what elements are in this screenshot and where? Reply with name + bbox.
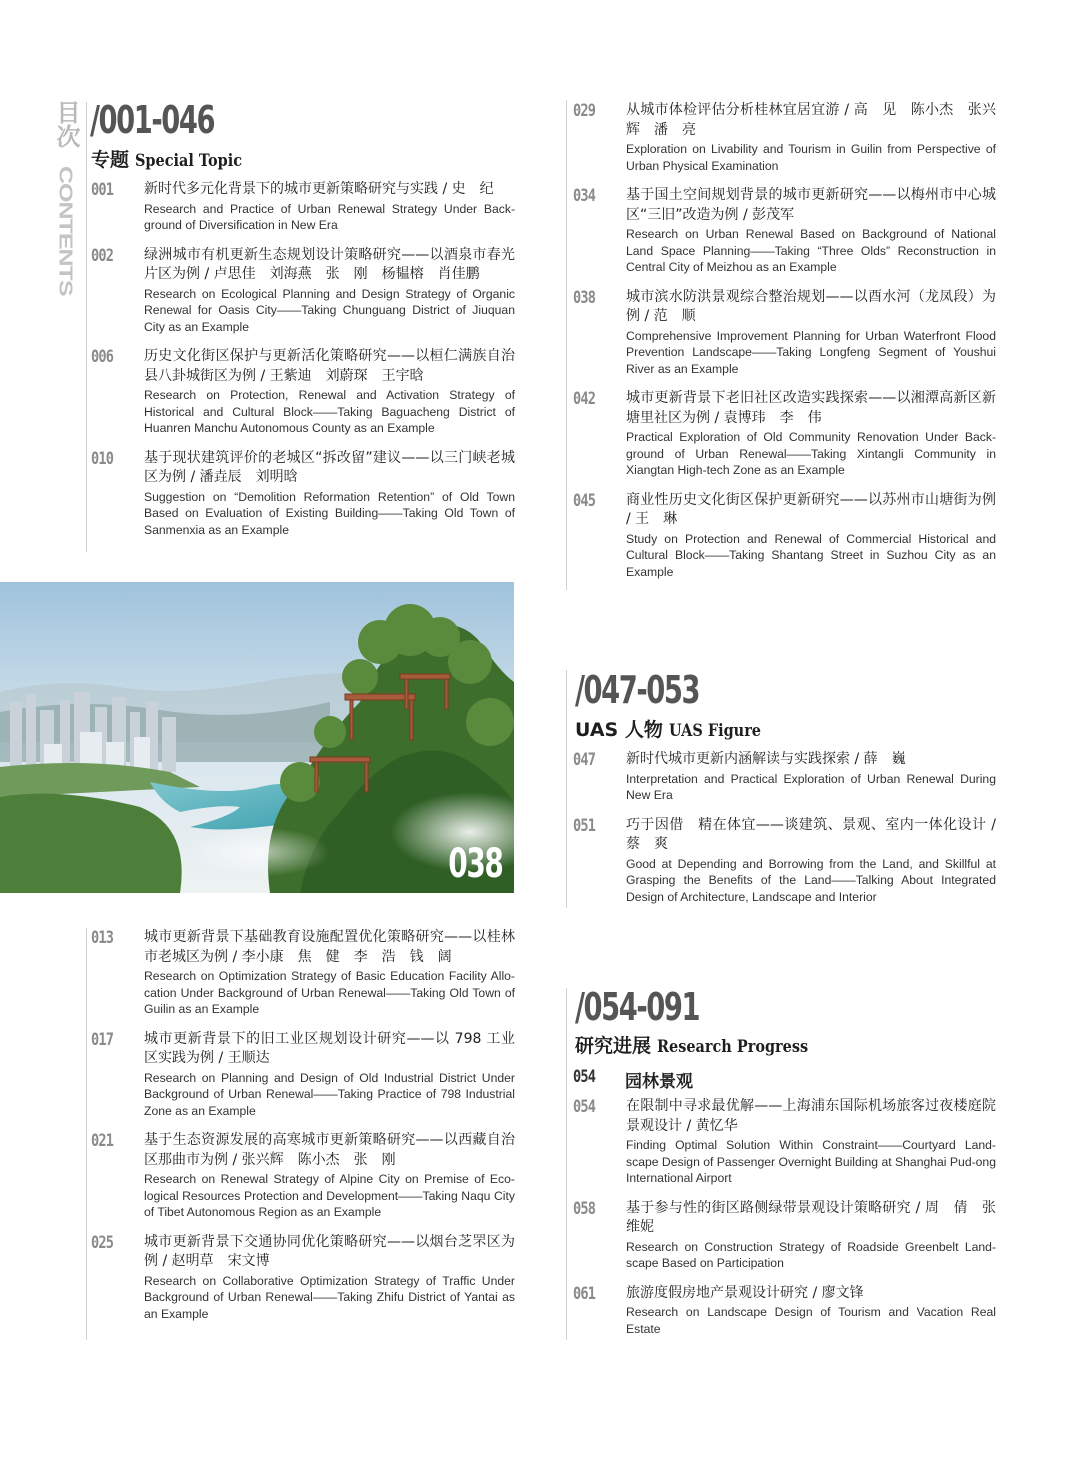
toc-entry-title-cn: 商业性历史文化街区保护更新研究——以苏州市山塘街为例 / 王 琳	[626, 491, 996, 527]
toc-entry-page-number: 025	[91, 1232, 114, 1253]
toc-entry-title-en: Comprehensive Improvement Planning for Urban Waterfront Flood Prevention Landscape——Taking Longfeng Segment of Youshui River as an Example	[626, 328, 996, 376]
left-column-rule-lower	[86, 928, 87, 1340]
toc-entry-page-number: 002	[91, 245, 114, 266]
research-progress-range: /054-091	[575, 985, 700, 1029]
right-column-rule-mid	[566, 670, 567, 908]
landscape-illustration	[0, 582, 514, 893]
toc-entry-title-en: Research on Planning and Design of Old Industrial District Under Background of Urban Renewal——Taking Practice of 798 Industrial Zone as an Example	[144, 1070, 515, 1118]
toc-entry-title-en: Practical Exploration of Old Community Renovation Under Back-ground of Urban Renewal——Taking Xintangli Community in Xiangtan High-tech Zone as an Example	[626, 430, 996, 477]
right-column-rule-bottom	[566, 988, 567, 1340]
toc-entry[interactable]	[91, 347, 515, 437]
toc-entry-page-number: 010	[91, 448, 114, 469]
toc-entry-title-en: Research on Urban Renewal Based on Background of National Land Space Planning——Taking “Three Olds” Reconstruction in Central City of Meizhou as an Example	[626, 227, 996, 274]
toc-entry-title-cn: 巧于因借 精在体宜——谈建筑、景观、室内一体化设计 / 蔡 爽	[626, 816, 996, 852]
research-progress-list	[573, 1097, 996, 1349]
uas-figure-range: /047-053	[575, 668, 700, 712]
toc-entry[interactable]	[91, 180, 515, 234]
feature-photo	[0, 582, 514, 893]
toc-entry[interactable]	[573, 1097, 996, 1187]
toc-entry-title-en: Research on Renewal Strategy of Alpine City on Premise of Eco-logical Resources Protection and Development——Taking Naqu City of Tibet Autonomous Region as an Example	[144, 1172, 515, 1219]
toc-entry-page-number: 034	[573, 186, 596, 206]
toc-entry-title-en: Finding Optimal Solution Within Constraint——Courtyard Land-scape Design of Passenger Overnight Building at Shanghai Pud-ong International Airport	[626, 1138, 996, 1185]
toc-entry[interactable]	[91, 1131, 515, 1221]
research-progress-heading	[575, 1031, 835, 1058]
uas-figure-heading	[575, 715, 777, 742]
contents-title-cn: 目次	[52, 100, 80, 148]
toc-entry-page-number: 042	[573, 389, 596, 409]
toc-entry[interactable]	[573, 750, 996, 804]
uas-figure-list	[573, 750, 996, 917]
left-column-rule	[86, 102, 87, 552]
special-topic-range: /001-046	[90, 98, 215, 142]
toc-entry-title-cn: 基于现状建筑评价的老城区“拆改留”建议——以三门峡老城区为例 / 潘垚辰 刘明晗	[144, 449, 515, 485]
special-topic-list-right	[573, 101, 996, 592]
toc-entry[interactable]	[573, 101, 996, 174]
photo-page-tag: 038	[447, 841, 502, 887]
toc-entry-title-cn: 基于参与性的街区路侧绿带景观设计策略研究 / 周 倩 张维妮	[626, 1199, 996, 1235]
toc-entry-title-cn: 城市更新背景下的旧工业区规划设计研究——以 798 工业区实践为例 / 王顺达	[144, 1030, 515, 1066]
toc-entry[interactable]	[573, 389, 996, 479]
landscape-subheading	[573, 1067, 693, 1092]
special-topic-heading	[91, 145, 261, 172]
toc-entry-title-cn: 从城市体检评估分析桂林宜居宜游 / 高 见 陈小杰 张兴辉 潘 亮	[626, 102, 996, 138]
toc-entry[interactable]	[91, 449, 515, 539]
toc-entry-page-number: 051	[573, 815, 596, 836]
toc-entry-title-en: Study on Protection and Renewal of Commercial Historical and Cultural Block——Taking Shantang Street in Suzhou City as an Example	[626, 531, 996, 579]
toc-entry-page-number: 058	[573, 1198, 596, 1219]
toc-entry-page-number: 013	[91, 928, 114, 948]
special-topic-title-en: Special Topic	[135, 151, 243, 171]
toc-entry-title-cn: 城市滨水防洪景观综合整治规划——以酉水河（龙凤段）为例 / 范 顺	[626, 288, 996, 324]
research-progress-title-en: Research Progress	[657, 1037, 809, 1057]
toc-entry-title-cn: 城市更新背景下交通协同优化策略研究——以烟台芝罘区为例 / 赵明草 宋文博	[144, 1233, 515, 1269]
toc-entry-page-number: 061	[573, 1283, 596, 1304]
toc-entry-title-en: Research on Protection, Renewal and Activation Strategy of Historical and Cultural Block——Taking Baguacheng District of Huanren Manchu Autonomous County as an Example	[144, 388, 515, 435]
toc-entry-title-en: Exploration on Livability and Tourism in Guilin from Perspective of Urban Physical Examination	[626, 142, 996, 173]
toc-entry-page-number: 047	[573, 750, 596, 770]
toc-entry-page-number: 006	[91, 347, 114, 367]
toc-entry-title-cn: 绿洲城市有机更新生态规划设计策略研究——以酒泉市春光片区为例 / 卢思佳 刘海燕 张 刚 杨韫榕 肖佳鹏	[144, 246, 515, 282]
toc-entry-title-cn: 旅游度假房地产景观设计研究 / 廖文锋	[626, 1284, 864, 1301]
special-topic-list-bottom	[91, 928, 515, 1334]
toc-entry[interactable]	[573, 491, 996, 581]
toc-entry-title-en: Research on Collaborative Optimization Strategy of Traffic Under Background of Urban Renewal——Taking Zhifu District of Yantai as an Example	[144, 1273, 515, 1321]
toc-entry-title-cn: 基于生态资源发展的高寒城市更新策略研究——以西藏自治区那曲市为例 / 张兴辉 陈小杰 张 刚	[144, 1132, 515, 1168]
toc-entry[interactable]	[91, 1233, 515, 1323]
toc-entry[interactable]	[573, 288, 996, 378]
toc-entry[interactable]	[91, 928, 515, 1018]
toc-entry-page-number: 017	[91, 1029, 114, 1050]
toc-entry-title-cn: 新时代城市更新内涵解读与实践探索 / 薛 巍	[626, 751, 906, 767]
toc-entry-title-cn: 新时代多元化背景下的城市更新策略研究与实践 / 史 纪	[144, 181, 494, 197]
toc-entry-title-cn: 在限制中寻求最优解——上海浦东国际机场旅客过夜楼庭院景观设计 / 黄忆华	[626, 1098, 996, 1134]
toc-entry[interactable]	[91, 1030, 515, 1120]
toc-entry[interactable]	[573, 186, 996, 276]
toc-entry[interactable]	[573, 1199, 996, 1272]
toc-entry-title-en: Research on Landscape Design of Tourism and Vacation Real Estate	[626, 1305, 996, 1336]
toc-entry-title-en: Research on Optimization Strategy of Basic Education Facility Allo-cation Under Background of Urban Renewal——Taking Old Town of Guilin as an Example	[144, 969, 515, 1016]
landscape-subheading-number: 054	[573, 1067, 596, 1087]
toc-entry-title-cn: 城市更新背景下老旧社区改造实践探索——以湘潭高新区新塘里社区为例 / 袁博玮 李 伟	[626, 390, 996, 426]
toc-entry-title-cn: 基于国土空间规划背景的城市更新研究——以梅州市中心城区“三旧”改造为例 / 彭茂军	[626, 187, 996, 223]
toc-entry[interactable]	[573, 1284, 996, 1338]
toc-entry[interactable]	[91, 246, 515, 336]
toc-entry-page-number: 054	[573, 1097, 596, 1117]
toc-entry-title-en: Research and Practice of Urban Renewal Strategy Under Back-ground of Diversification in New Era	[144, 201, 515, 232]
toc-entry-page-number: 001	[91, 180, 114, 200]
special-topic-title-cn: 专题	[91, 149, 130, 171]
toc-entry-page-number: 038	[573, 287, 596, 308]
toc-entry-title-cn: 城市更新背景下基础教育设施配置优化策略研究——以桂林市老城区为例 / 李小康 焦 健 李 浩 钱 阔	[144, 929, 515, 965]
uas-figure-title-en: UAS Figure	[668, 721, 761, 741]
right-column-rule-top	[566, 100, 567, 590]
toc-entry-page-number: 029	[573, 101, 596, 121]
research-progress-title-cn: 研究进展	[575, 1035, 652, 1057]
toc-entry-title-en: Good at Depending and Borrowing from the Land, and Skillful at Grasping the Benefits of the Land——Talking About Integrated Design of Architecture, Landscape and Interior	[626, 856, 996, 904]
toc-entry-title-en: Interpretation and Practical Exploration of Urban Renewal During New Era	[626, 771, 996, 802]
toc-entry-page-number: 045	[573, 490, 596, 511]
toc-entry[interactable]	[573, 816, 996, 906]
toc-entry-title-cn: 历史文化街区保护与更新活化策略研究——以桓仁满族自治县八卦城街区为例 / 王紫迪 刘蔚琛 王宇晗	[144, 348, 515, 384]
toc-entry-title-en: Research on Ecological Planning and Design Strategy of Organic Renewal for Oasis City——Taking Chunguang District of Jiuquan City as an Example	[144, 286, 515, 334]
contents-vertical-title	[52, 100, 82, 296]
toc-entry-title-en: Suggestion on “Demolition Reformation Retention” of Old Town Based on Evaluation of Existing Building——Taking Old Town of Sanmenxia as an Example	[144, 489, 515, 537]
toc-entry-title-en: Research on Construction Strategy of Roadside Greenbelt Land-scape Based on Participation	[626, 1239, 996, 1270]
landscape-subheading-title: 园林景观	[625, 1072, 693, 1092]
contents-title-en: CONTENTS	[54, 166, 76, 296]
toc-entry-page-number: 021	[91, 1131, 114, 1151]
uas-figure-title-cn: UAS 人物	[575, 719, 663, 741]
special-topic-list-top	[91, 180, 515, 550]
